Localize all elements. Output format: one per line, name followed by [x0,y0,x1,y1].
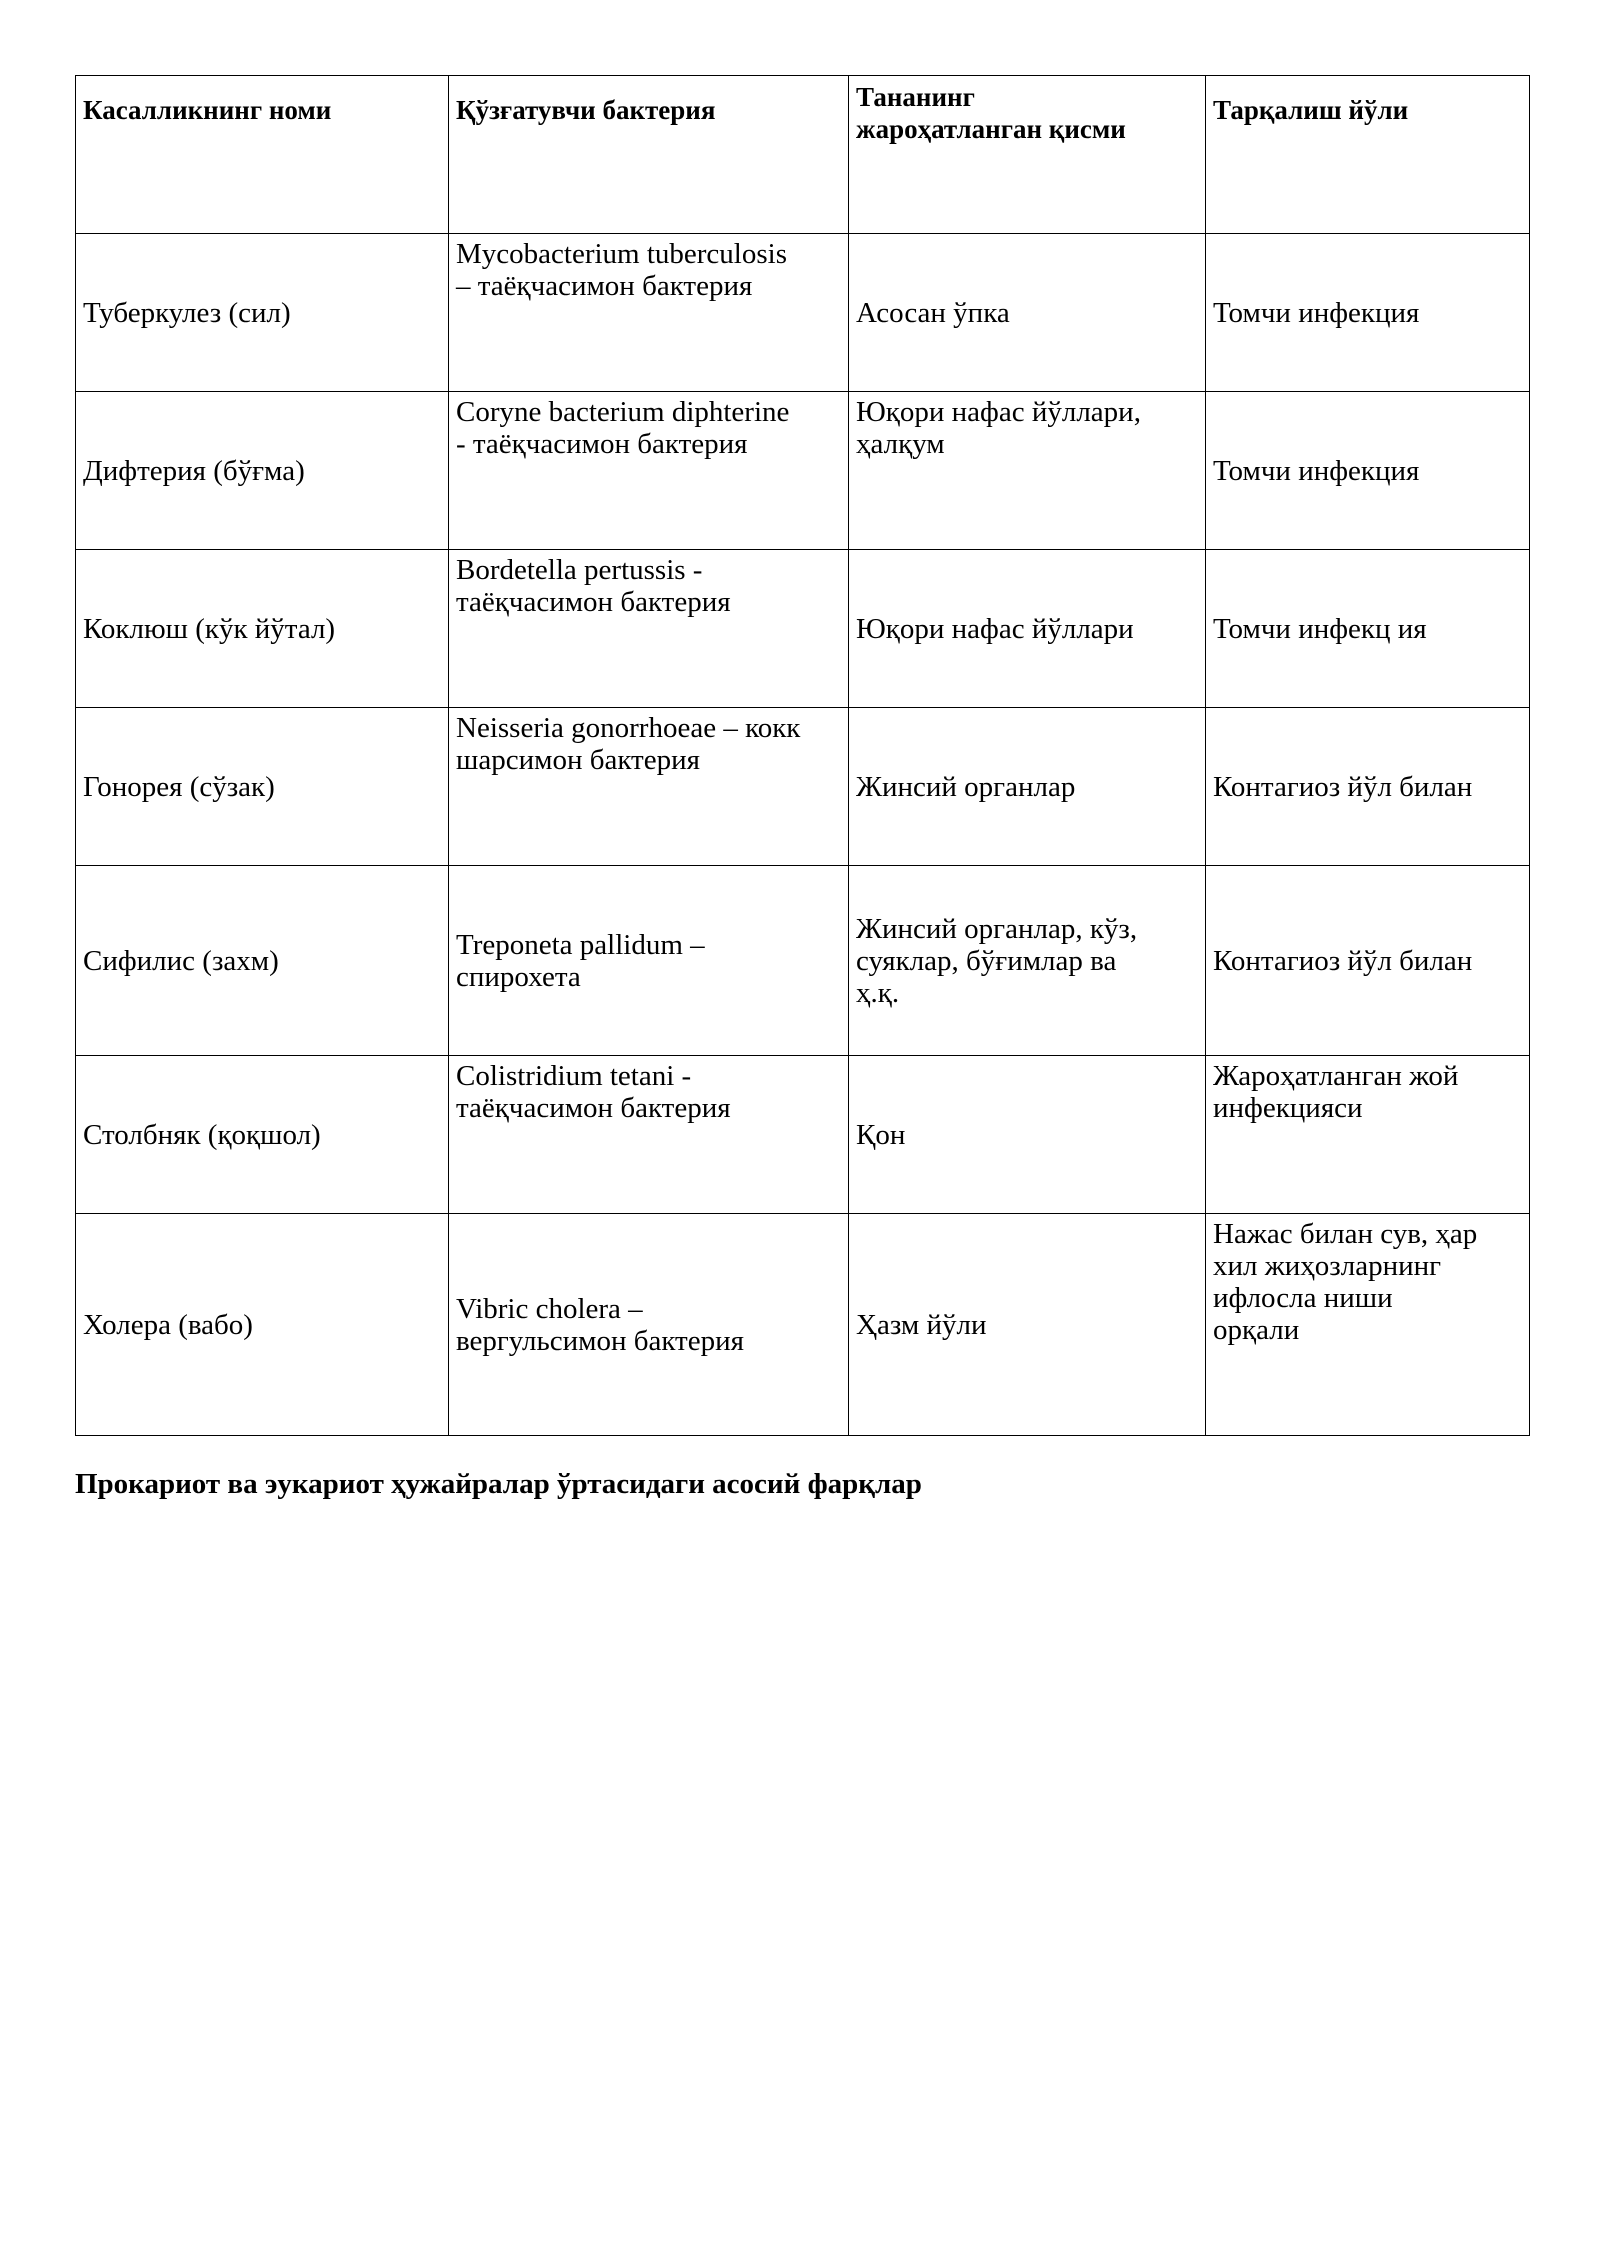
transmission-cell-text: Жароҳатланган жой инфекцияси [1213,1060,1459,1124]
table-row [76,234,1530,392]
disease-cell [76,708,449,866]
disease-cell [76,234,449,392]
body-part-cell [849,1056,1206,1214]
bacterium-cell [449,550,849,708]
bacterium-cell-text: Bordetella pertussis - таёқчасимон бактерия [456,554,731,618]
body-part-cell-text: Юқори нафас йўллари, ҳалқум [856,396,1141,460]
body-part-cell [849,234,1206,392]
body-part-cell [849,708,1206,866]
disease-cell-text: Дифтерия (бўғма) [83,454,305,487]
bacterium-cell [449,1056,849,1214]
transmission-cell [1206,392,1530,550]
disease-cell [76,550,449,708]
section-title: Прокариот ва эукариот ҳужайралар ўртасидаги асосий фарқлар [75,1468,922,1500]
bacterium-cell [449,866,849,1056]
transmission-cell-text: Контагиоз йўл билан [1213,770,1473,803]
table-body [76,234,1530,1436]
header-bacterium: Қўзғатувчи бактерия [449,76,849,234]
bacterium-cell [449,392,849,550]
transmission-cell [1206,1214,1530,1436]
body-part-cell-text: Асосан ўпка [856,296,1010,329]
body-part-cell-text: Қон [856,1118,906,1151]
disease-cell-text: Столбняк (қоқшол) [83,1118,321,1151]
bacterium-cell [449,234,849,392]
bacterium-cell-text: Colistridium tetani - таёқчасимон бактерия [456,1060,731,1124]
bacterium-cell-text: Coryne bacterium diphterine - таёқчасимон бактерия [456,396,790,460]
body-part-cell [849,866,1206,1056]
disease-cell-text: Туберкулез (сил) [83,296,291,329]
bacterium-cell-text: Mycobacterium tuberculosis – таёқчасимон бактерия [456,238,787,302]
table-row [76,550,1530,708]
body-part-cell-text: Ҳазм йўли [856,1308,987,1341]
disease-cell [76,392,449,550]
header-body-part: Тананинг жароҳатланган қисми [849,76,1206,234]
disease-cell-text: Коклюш (кўк йўтал) [83,612,336,645]
body-part-cell [849,392,1206,550]
table-header-row [76,76,1530,234]
bacterium-cell [449,1214,849,1436]
disease-cell [76,1056,449,1214]
body-part-cell-text: Жинсий органлар, кўз, суяклар, бўғимлар ва ҳ.қ. [856,912,1138,1009]
body-part-cell [849,1214,1206,1436]
transmission-cell [1206,708,1530,866]
disease-cell-text: Холера (вабо) [83,1308,253,1341]
body-part-cell-text: Жинсий органлар [856,770,1076,803]
transmission-cell [1206,234,1530,392]
disease-table [75,75,1530,1436]
disease-cell-text: Гонорея (сўзак) [83,770,275,803]
transmission-cell-text: Томчи инфекция [1213,454,1420,487]
transmission-cell-text: Нажас билан сув, ҳар хил жиҳозларнинг ифлосла ниши орқали [1213,1218,1478,1346]
table-row [76,392,1530,550]
bacterium-cell-text: Treponeta pallidum – спирохета [456,928,705,993]
transmission-cell [1206,1056,1530,1214]
disease-cell [76,866,449,1056]
transmission-cell [1206,550,1530,708]
transmission-cell-text: Томчи инфекц ия [1213,612,1427,645]
body-part-cell-text: Юқори нафас йўллари [856,612,1134,645]
disease-cell-text: Сифилис (захм) [83,944,279,977]
disease-cell [76,1214,449,1436]
bacterium-cell [449,708,849,866]
bacterium-cell-text: Neisseria gonorrhoeae – кокк шарсимон бактерия [456,712,801,776]
bacterium-cell-text: Vibric cholera – вергульсимон бактерия [456,1292,744,1357]
table-row [76,708,1530,866]
table-row [76,866,1530,1056]
header-transmission: Тарқалиш йўли [1206,76,1530,234]
table-row [76,1214,1530,1436]
transmission-cell [1206,866,1530,1056]
header-disease-name: Касалликнинг номи [76,76,449,234]
table-row [76,1056,1530,1214]
transmission-cell-text: Томчи инфекция [1213,296,1420,329]
transmission-cell-text: Контагиоз йўл билан [1213,944,1473,977]
body-part-cell [849,550,1206,708]
